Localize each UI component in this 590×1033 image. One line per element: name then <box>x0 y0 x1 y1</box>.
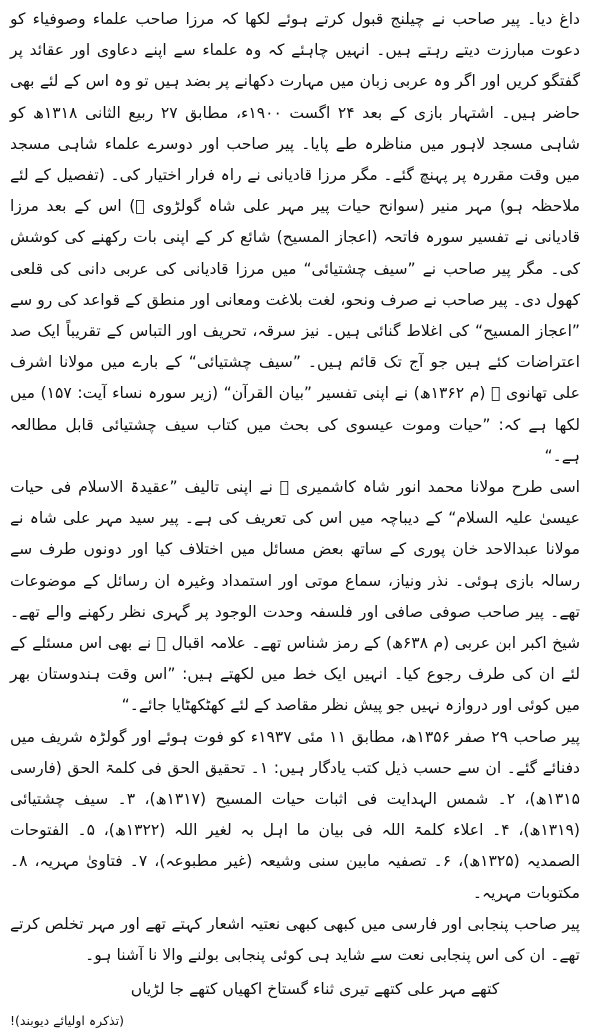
punjabi-verse: کتھے مہر علی کتھے تیری ثناء گستاخ اکھیاں کتھے جا لڑیاں <box>130 980 500 999</box>
source-citation <box>10 1009 580 1033</box>
paragraph-death-and-books: پیر صاحب ۲۹ صفر ۱۳۵۶ھ، مطابق ۱۱ مئی ۱۹۳۷ء کو فوت ہوئے اور گولڑہ شریف میں دفنائے گئے۔ ان سے حسب ذیل کتب یادگار ہیں: ۱۔ تحقیق الحق فی کلمۃ الحق (فارسی ۱۳۱۵ھ)، ۲۔ شمس الہدایت فی اثبات حیات المسیح (۱۳۱۷ھ)، ۳۔ سیف چشتیائی (۱۳۱۹ھ)، ۴۔ اعلاء کلمۃ اللہ فی بیان ما اہل بہ لغیر اللہ (۱۳۲۲ھ)، ۵۔ الفتوحات الصمدیہ (۱۳۲۵ھ)، ۶۔ تصفیہ مابین سنی وشیعہ (غیر مطبوعہ)، ۷۔ فتاویٰ مہریہ، ۸۔ مکتوبات مہریہ۔ <box>10 727 581 902</box>
paragraph-poetry: پیر صاحب پنجابی اور فارسی میں کبھی کبھی نعتیہ اشعار کہتے تھے اور مہر تخلص کرتے تھے۔ ان کی اس پنجابی نعت سے شاید ہی کوئی پنجابی بولنے والا نا آشنا ہو۔ <box>10 914 580 965</box>
paragraph-challenge-and-saif-chishtiyai: داغ دیا۔ پیر صاحب نے چیلنج قبول کرتے ہوئے لکھا کہ مرزا صاحب علماء وصوفیاء کو دعوت مبارزت دیتے رہتے ہیں۔ انہیں چاہئے کہ وہ علماء سے اپنے دعاوی اور عقائد پر گفتگو کریں اور اگر وہ عربی زبان میں مہارت دکھانے پر بضد ہیں تو وہ اس کے لئے بھی حاضر ہیں۔ اشتہار بازی کے بعد ۲۴ اگست ۱۹۰۰ء، مطابق ۲۷ ربیع الثانی ۱۳۱۸ھ کو شاہی مسجد لاہور میں مناظرہ طے پایا۔ پیر صاحب اور دوسرے علماء شاہی مسجد میں وقت مقررہ پر پہنچ گئے۔ مگر مرزا قادیانی نے راہ فرار اختیار کی۔ (تفصیل کے لئے ملاحظہ ہو) مہر منیر (سوانح حیات پیر مہر علی شاہ گولڑوی ﷫) اس کے بعد مرزا قادیانی نے تفسیر سورہ فاتحہ (اعجاز المسیح) شائع کر کے اپنی بات رکھنے کی کوشش کی۔ مگر پیر صاحب نے ”سیف چشتیائی“ میں مرزا قادیانی کی عربی دانی کی قلعی کھول دی۔ پیر صاحب نے صرف ونحو، لغت بلاغت ومعانی اور منطق کے قواعد کی رو سے ”اعجاز المسیح“ کی اغلاط گنائی ہیں۔ نیز سرقہ، تحریف اور التباس کے تقریباً ایک صد اعتراضات کئے ہیں جو آج تک قائم ہیں۔ ”سیف چشتیائی“ کے بارے میں مولانا اشرف علی تھانوی ﷫ (م ۱۳۶۲ھ) نے اپنی تفسیر ”بیان القرآن“ (زیر سورہ نساء آیت: ۱۵۷) میں لکھا ہے کہ: ”حیات وموت عیسوی کی بحث میں کتاب سیف چشتیائی قابل مطالعہ ہے۔“ <box>10 10 580 465</box>
paragraph-anwar-shah-and-iqbal: اسی طرح مولانا محمد انور شاہ کاشمیری ﷫ نے اپنی تالیف ”عقیدۃ الاسلام فی حیات عیسیٰ علیہ السلام“ کے دیباچہ میں اس کی تعریف کی ہے۔ پیر سید مہر علی شاہ نے مولانا عبدالاحد خان پوری کے ساتھ بعض مسائل میں اختلاف کیا اور دونوں طرف سے رسالہ بازی ہوئی۔ نذر ونیاز، سماع موتی اور استمداد وغیرہ ان رسائل کے موضوعات تھے۔ پیر صاحب صوفی صافی اور فلسفہ وحدت الوجود پر گہری نظر رکھنے والے تھے۔ شیخ اکبر ابن عربی (م ۶۳۸ھ) کے رمز شناس تھے۔ علامہ اقبال ﷫ نے بھی اس مسئلے کے لئے ان کی طرف رجوع کیا۔ انہیں ایک خط میں لکھتے ہیں: ”اس وقت ہندوستان بھر میں کوئی اور دروازہ نہیں جو پیش نظر مقاصد کے لئے کھٹکھٹایا جائے۔“ <box>10 478 581 715</box>
source-citation-text: (تذکرہ اولیائے دیوبند)! <box>10 1013 124 1029</box>
